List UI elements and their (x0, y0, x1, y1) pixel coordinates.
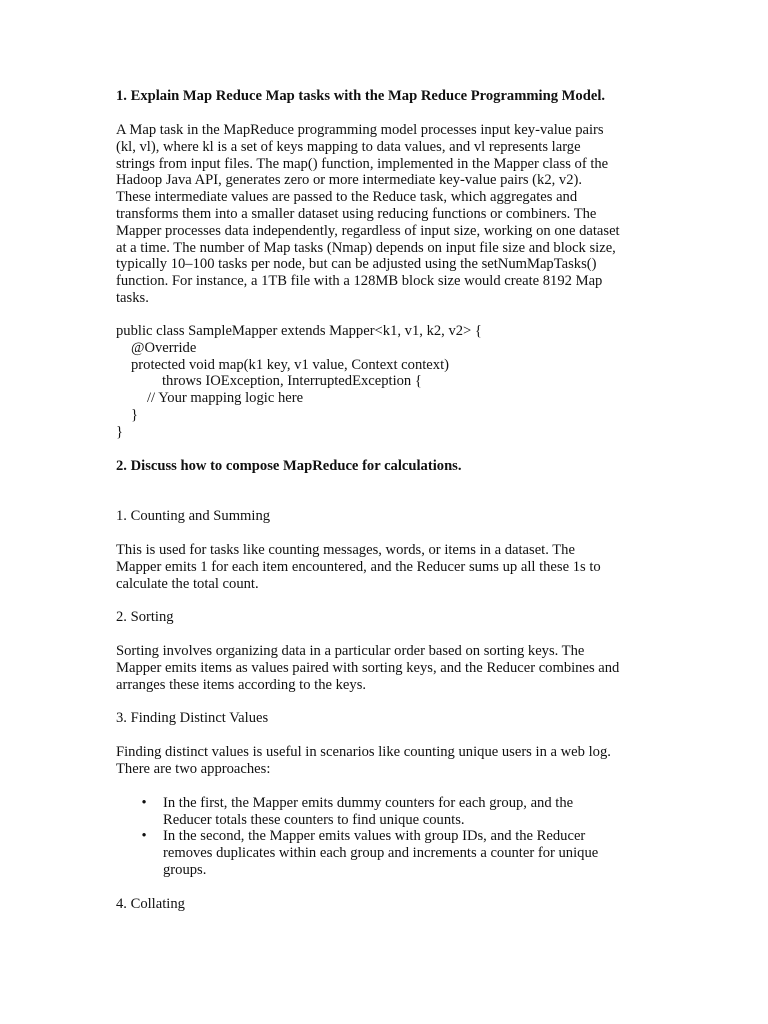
section-title-sorting: 2. Sorting (116, 609, 174, 625)
code-line: protected void map(k1 key, v1 value, Context context) (131, 356, 449, 373)
paragraph-line: function. For instance, a 1TB file with a 128MB block size would create 8192 Map (116, 273, 603, 290)
code-line: throws IOException, InterruptedException { (162, 373, 422, 390)
code-line: public class SampleMapper extends Mapper<k1, v1, k2, v2> { (116, 323, 482, 339)
paragraph-line: There are two approaches: (116, 760, 271, 777)
paragraph-line: strings from input files. The map() function, implemented in the Mapper class of the (116, 155, 609, 172)
bullet-marker: • (141, 795, 147, 811)
code-line: } (116, 423, 124, 440)
section-text-counting (116, 542, 661, 592)
code-line: @Override (131, 339, 197, 356)
paragraph-line: arranges these items according to the keys. (116, 676, 367, 693)
section-title-distinct: 3. Finding Distinct Values (116, 710, 269, 726)
list-item-line: In the second, the Mapper emits values with group IDs, and the Reducer (163, 828, 586, 844)
list-item-line: removes duplicates within each group and increments a counter for unique (163, 844, 599, 861)
paragraph-line: Hadoop Java API, generates zero or more intermediate key-value pairs (k2, v2). (116, 172, 583, 189)
paragraph-line: transforms them into a smaller dataset using reducing functions or combiners. The (116, 205, 597, 222)
paragraph-line: tasks. (116, 289, 149, 306)
section-text-distinct (116, 744, 661, 778)
code-line: // Your mapping logic here (147, 390, 304, 407)
list-item-line: groups. (163, 861, 207, 878)
paragraph-line: A Map task in the MapReduce programming model processes input key-value pairs (116, 122, 604, 138)
q1-heading: 1. Explain Map Reduce Map tasks with the Map Reduce Programming Model. (116, 88, 606, 104)
q2-heading: 2. Discuss how to compose MapReduce for calculations. (116, 458, 462, 474)
paragraph-line: Mapper processes data independently, regardless of input size, working on one dataset (116, 222, 620, 239)
list-item-line: Reducer totals these counters to find unique counts. (163, 811, 465, 828)
bullet-marker: • (141, 828, 147, 844)
section-title-collating: 4. Collating (116, 896, 185, 912)
code-line: } (131, 406, 139, 423)
section-text-sorting (116, 643, 661, 693)
paragraph-line: Mapper emits items as values paired with sorting keys, and the Reducer combines and (116, 659, 620, 676)
code-block (116, 323, 482, 441)
paragraph-line: These intermediate values are passed to the Reduce task, which aggregates and (116, 189, 578, 206)
q1-paragraph (116, 122, 661, 307)
paragraph-line: calculate the total count. (116, 575, 259, 592)
paragraph-line: at a time. The number of Map tasks (Nmap) depends on input file size and block size, (116, 239, 616, 256)
paragraph-line: typically 10–100 tasks per node, but can be adjusted using the setNumMapTasks() (116, 256, 597, 273)
paragraph-line: Finding distinct values is useful in scenarios like counting unique users in a web log. (116, 744, 611, 760)
paragraph-line: Mapper emits 1 for each item encountered, and the Reducer sums up all these 1s to (116, 558, 601, 575)
list-item-text (163, 828, 598, 878)
paragraph-line: This is used for tasks like counting messages, words, or items in a dataset. The (116, 542, 575, 558)
paragraph-line: (kl, vl), where kl is a set of keys mapping to data values, and vl represents large (116, 138, 581, 155)
section-title-counting: 1. Counting and Summing (116, 508, 271, 524)
list-item-text (163, 795, 573, 829)
paragraph-line: Sorting involves organizing data in a particular order based on sorting keys. The (116, 643, 585, 659)
list-item-line: In the first, the Mapper emits dummy counters for each group, and the (163, 795, 574, 811)
